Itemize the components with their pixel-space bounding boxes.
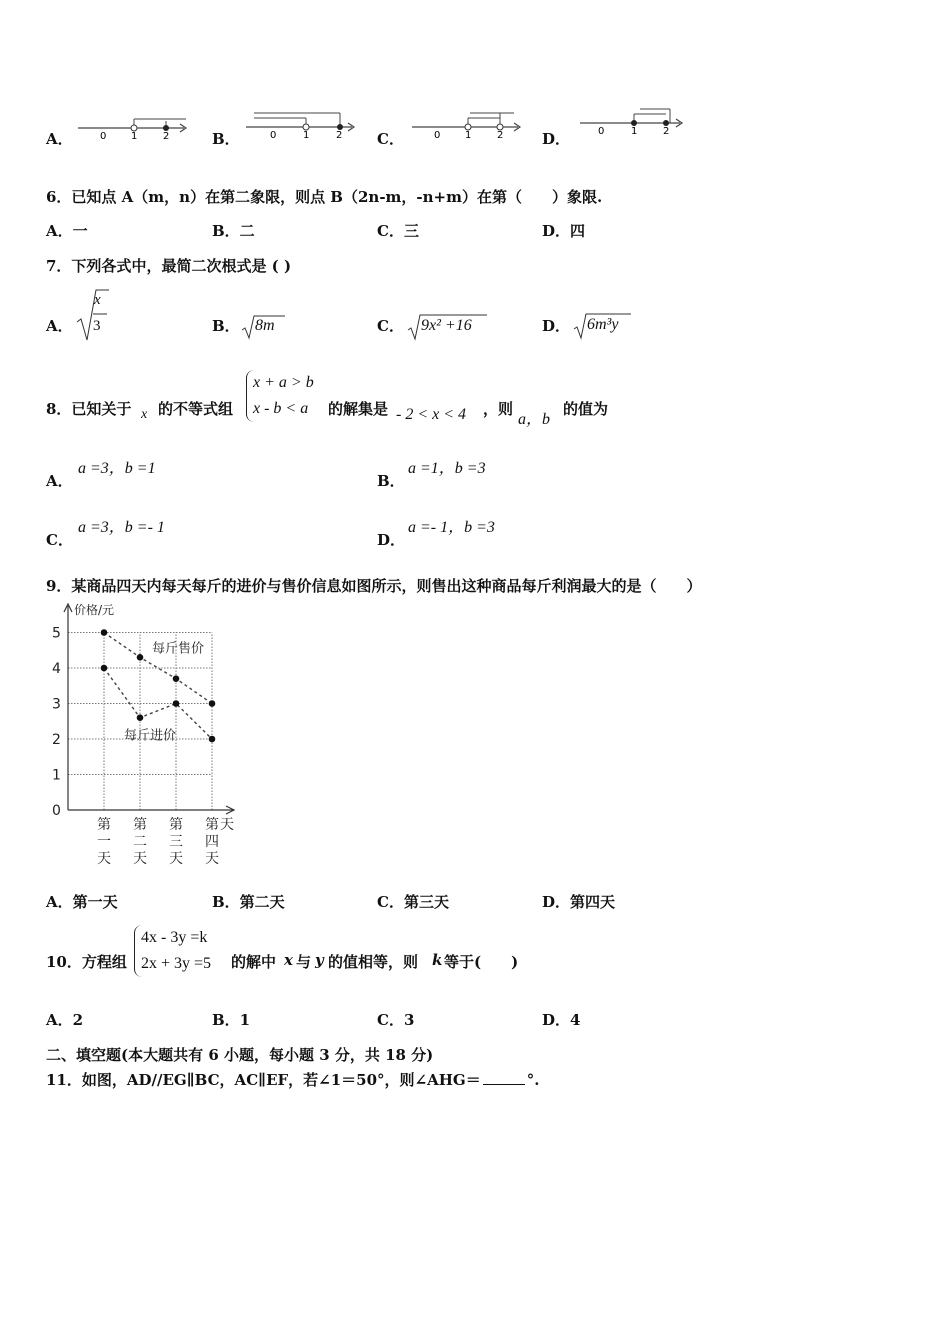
q7-option-d-expression: 6m³y xyxy=(573,312,633,340)
q7-option-b-label: B． xyxy=(212,317,240,335)
q11-text xyxy=(46,1069,539,1090)
section-2-heading: 二、填空题(本大题共有 6 小题，每小题 3 分，共 18 分) xyxy=(46,1046,434,1064)
q10-and: 与 xyxy=(296,953,312,971)
q7-option-b-expression: 8m xyxy=(241,314,287,340)
q6-option-b: B．二 xyxy=(212,222,255,240)
q6-option-c: C．三 xyxy=(377,222,419,240)
q8-suffix: 的值为 xyxy=(563,400,609,418)
q7-option-c-label: C． xyxy=(377,317,404,335)
q5-option-a-label: A． xyxy=(46,130,73,148)
q8-range: - 2 < x < 4 xyxy=(396,406,467,423)
svg-text:2: 2 xyxy=(163,131,170,140)
q7-option-a-expression: x 3 xyxy=(76,288,110,342)
q6-text: 6．已知点 A（m，n）在第二象限，则点 B（2n-m，-n+m）在第（ ）象限. xyxy=(46,188,603,206)
x-tick-label: 四 xyxy=(205,834,219,850)
q8-mid: 的不等式组 xyxy=(158,400,234,418)
q8-option-b-label: B． xyxy=(377,472,405,490)
svg-text:1: 1 xyxy=(631,126,638,136)
q8-option-a-value: a =3，b =1 xyxy=(78,460,156,477)
svg-text:2: 2 xyxy=(336,130,343,140)
x-tick-label: 天 xyxy=(169,851,183,867)
q8-option-d-label: D． xyxy=(377,531,406,549)
x-tick-label: 三 xyxy=(169,834,183,850)
q5-option-b-label: B． xyxy=(212,130,240,148)
q5-option-c-label: C． xyxy=(377,130,404,148)
series-label-selling-price: 每斤售价 xyxy=(152,641,205,657)
q10-var-y: y xyxy=(315,951,324,969)
data-point xyxy=(173,700,180,707)
q9-price-chart xyxy=(40,600,250,870)
q8-option-b-value: a =1，b =3 xyxy=(408,460,486,477)
q10-var-x: x xyxy=(284,951,293,969)
x-tick-label: 二 xyxy=(133,834,147,850)
q8-option-a-label: A． xyxy=(46,472,73,490)
q8-option-c-label: C． xyxy=(46,531,73,549)
q7-option-d-label: D． xyxy=(542,317,571,335)
q10-option-a: A．2 xyxy=(46,1011,84,1029)
y-tick-label: 5 xyxy=(52,625,61,642)
svg-text:0: 0 xyxy=(100,131,107,140)
q8-vars: a，b xyxy=(518,411,551,428)
q10-suffix-c: 等于( ) xyxy=(444,953,519,971)
q5-option-c-number-line xyxy=(410,110,525,140)
y-tick-label: 0 xyxy=(52,803,61,819)
q11-answer-blank xyxy=(483,1084,525,1085)
svg-text:2: 2 xyxy=(663,126,670,136)
y-axis-label: 价格/元 xyxy=(74,603,115,617)
q10-suffix-b: 的值相等，则 xyxy=(328,953,419,971)
q9-option-b: B．第二天 xyxy=(212,893,285,911)
data-point xyxy=(209,736,216,743)
x-tick-label: 第 xyxy=(133,817,147,833)
q10-option-c: C．3 xyxy=(377,1011,415,1029)
q8-option-d-value: a =- 1，b =3 xyxy=(408,519,495,536)
y-tick-label: 2 xyxy=(52,732,61,748)
data-point xyxy=(101,629,108,636)
q6-option-d: D．四 xyxy=(542,222,586,240)
q7-text: 7．下列各式中，最简二次根式是 ( ) xyxy=(46,257,292,275)
x-tick-label: 第 xyxy=(169,817,183,833)
series-label-cost-price: 每斤进价 xyxy=(124,728,177,744)
x-tick-label: 天 xyxy=(205,851,219,867)
svg-text:0: 0 xyxy=(598,126,605,136)
x-axis-label: 天 xyxy=(220,817,234,833)
q5-option-d-label: D． xyxy=(542,130,571,148)
q8-inequality-system: x + a > b x - b < a xyxy=(246,370,314,422)
q8-mid2: 的解集是 xyxy=(328,400,389,418)
y-tick-label: 1 xyxy=(52,767,61,784)
x-tick-label: 天 xyxy=(133,851,147,867)
y-tick-label: 3 xyxy=(52,696,61,713)
q8-var-x: x xyxy=(141,407,148,422)
data-point xyxy=(209,700,216,707)
q7-option-c-expression: 9x² +16 xyxy=(407,313,489,341)
q10-suffix-a: 的解中 xyxy=(231,953,277,971)
data-point xyxy=(137,654,144,661)
svg-text:1: 1 xyxy=(303,130,310,140)
y-tick-label: 4 xyxy=(52,661,61,677)
q9-option-c: C．第三天 xyxy=(377,893,449,911)
q5-option-d-number-line xyxy=(578,106,693,136)
data-point xyxy=(173,675,180,682)
data-point xyxy=(137,714,144,721)
x-tick-label: 第 xyxy=(97,817,111,833)
q11-stem: 11．如图，AD//EG∥BC，AC∥EF，若∠1＝50°，则∠AHG＝ xyxy=(46,1071,481,1089)
x-tick-label: 第 xyxy=(205,817,219,833)
svg-text:1: 1 xyxy=(131,131,138,140)
q10-equation-system: 4x - 3y =k 2x + 3y =5 xyxy=(134,925,211,977)
q9-text: 9．某商品四天内每天每斤的进价与售价信息如图所示，则售出这种商品每斤利润最大的是（ ） xyxy=(46,577,702,595)
q7-option-a-label: A． xyxy=(46,317,73,335)
q10-option-b: B．1 xyxy=(212,1011,251,1029)
q10-var-k: k xyxy=(432,951,443,969)
q11-suffix: °. xyxy=(526,1071,540,1089)
q8-prefix: 8．已知关于 xyxy=(46,400,132,418)
data-point xyxy=(101,665,108,672)
q5-option-a-number-line xyxy=(76,112,191,140)
svg-text:0: 0 xyxy=(434,130,441,140)
x-tick-label: 一 xyxy=(97,834,111,850)
svg-text:0: 0 xyxy=(270,130,277,140)
q8-option-c-value: a =3，b =- 1 xyxy=(78,519,165,536)
q6-option-a: A．一 xyxy=(46,222,88,240)
q9-option-a: A．第一天 xyxy=(46,893,118,911)
q9-option-d: D．第四天 xyxy=(542,893,616,911)
x-tick-label: 天 xyxy=(97,851,111,867)
svg-text:2: 2 xyxy=(497,130,504,140)
q10-prefix: 10．方程组 xyxy=(46,953,127,971)
q10-option-d: D．4 xyxy=(542,1011,581,1029)
svg-text:1: 1 xyxy=(465,130,472,140)
q8-mid3: ，则 xyxy=(483,400,514,418)
q5-option-b-number-line xyxy=(244,110,359,140)
